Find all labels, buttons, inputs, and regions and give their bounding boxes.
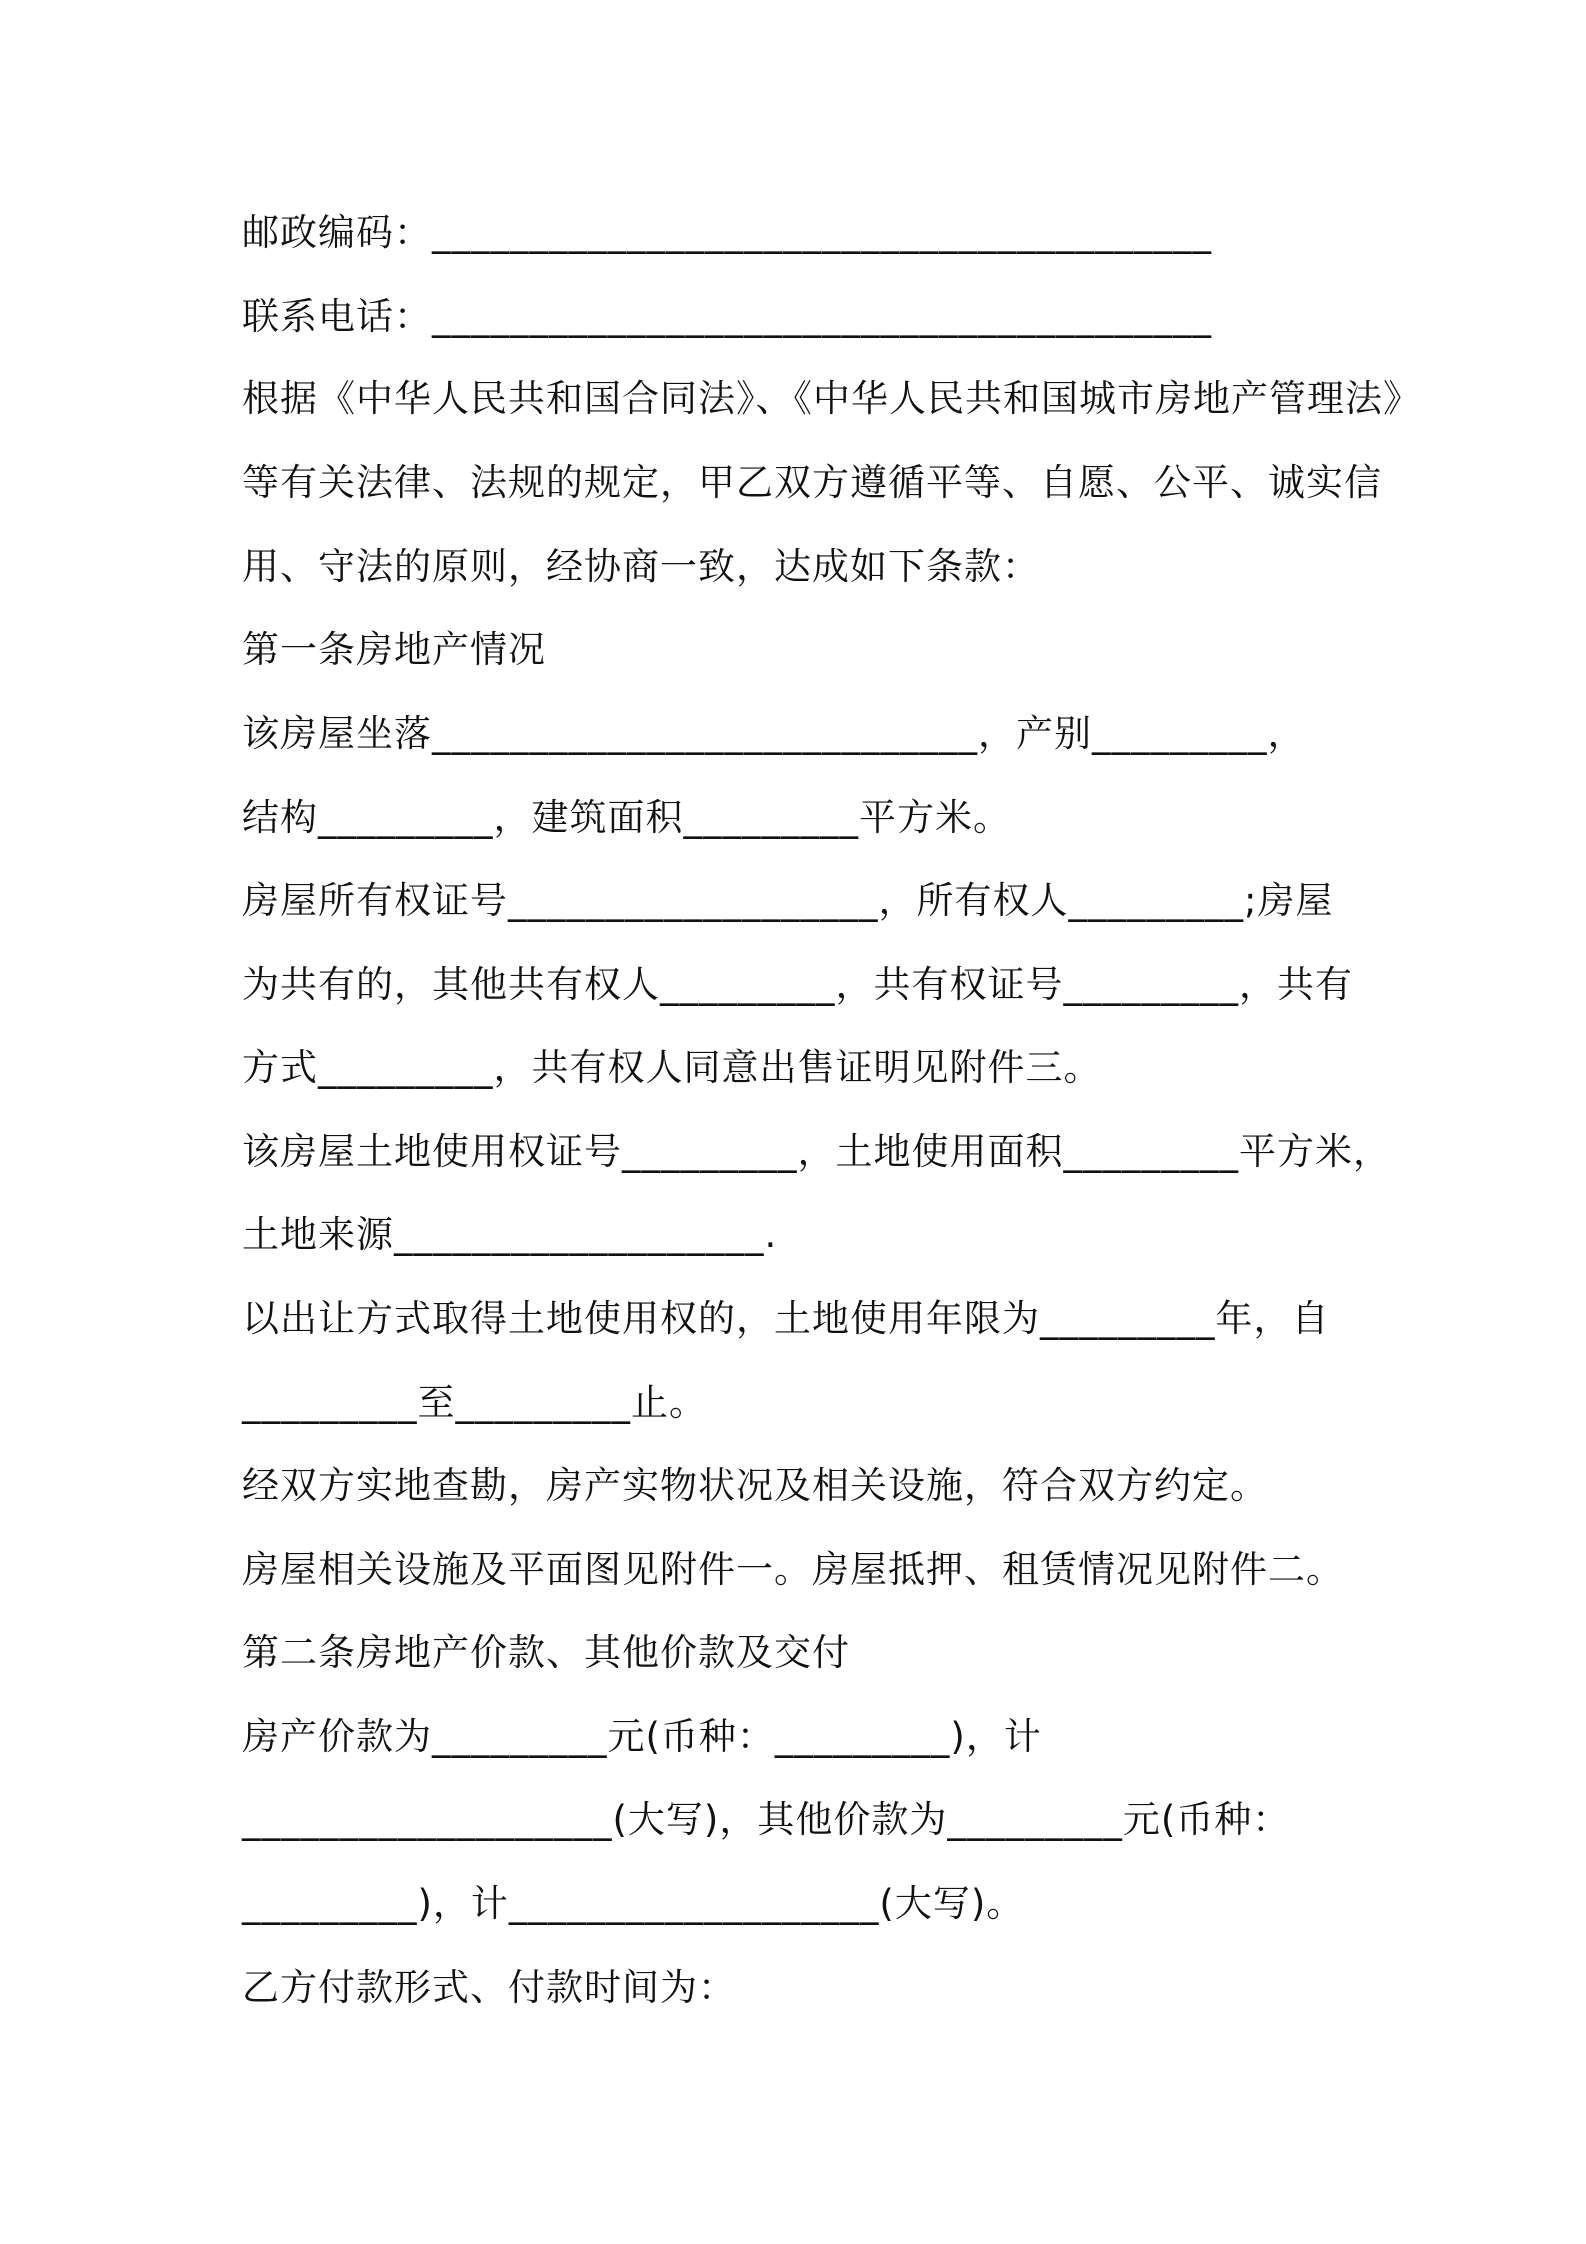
land-use-term-line: 以出让方式取得土地使用权的，土地使用年限为_________年，自: [242, 1297, 1330, 1340]
property-location-line: 该房屋坐落____________________________，产别_________，: [242, 712, 1306, 755]
ownership-cert-line: 房屋所有权证号___________________，所有权人_________;房屋: [242, 879, 1334, 922]
preamble-line-2: 等有关法律、法规的规定，甲乙双方遵循平等、自愿、公平、诚实信: [242, 461, 1382, 504]
price-line-1: 房产价款为_________元(币种：_________)，计: [242, 1715, 1042, 1758]
article-2-heading: 第二条房地产价款、其他价款及交付: [242, 1631, 850, 1674]
attachments-line: 房屋相关设施及平面图见附件一。房屋抵押、租赁情况见附件二。: [242, 1548, 1344, 1591]
payment-terms-line: 乙方付款形式、付款时间为：: [242, 1966, 736, 2009]
co-owner-line: 为共有的，其他共有权人_________，共有权证号_________，共有: [242, 963, 1353, 1006]
land-use-period-line: _________至_________止。: [242, 1381, 707, 1424]
land-use-cert-line: 该房屋土地使用权证号_________，土地使用面积_________平方米，: [242, 1130, 1391, 1173]
postal-code-line: 邮政编码：________________________________________: [242, 211, 1212, 254]
article-1-heading: 第一条房地产情况: [242, 628, 546, 671]
phone-line: 联系电话：________________________________________: [242, 295, 1212, 338]
preamble-line-1: 根据《中华人民共和国合同法》、《中华人民共和国城市房地产管理法》: [242, 377, 1421, 420]
price-line-2: ___________________(大写)，其他价款为_________元(币种：: [242, 1798, 1291, 1841]
co-ownership-method-line: 方式_________，共有权人同意出售证明见附件三。: [242, 1046, 1102, 1089]
inspection-line: 经双方实地查勘，房产实物状况及相关设施，符合双方约定。: [242, 1464, 1268, 1507]
structure-area-line: 结构_________，建筑面积_________平方米。: [242, 796, 1011, 839]
land-source-line: 土地来源___________________.: [242, 1213, 778, 1256]
preamble-line-3: 用、守法的原则，经协商一致，达成如下条款：: [242, 545, 1040, 588]
price-line-3: _________)，计___________________(大写)。: [242, 1882, 1025, 1925]
